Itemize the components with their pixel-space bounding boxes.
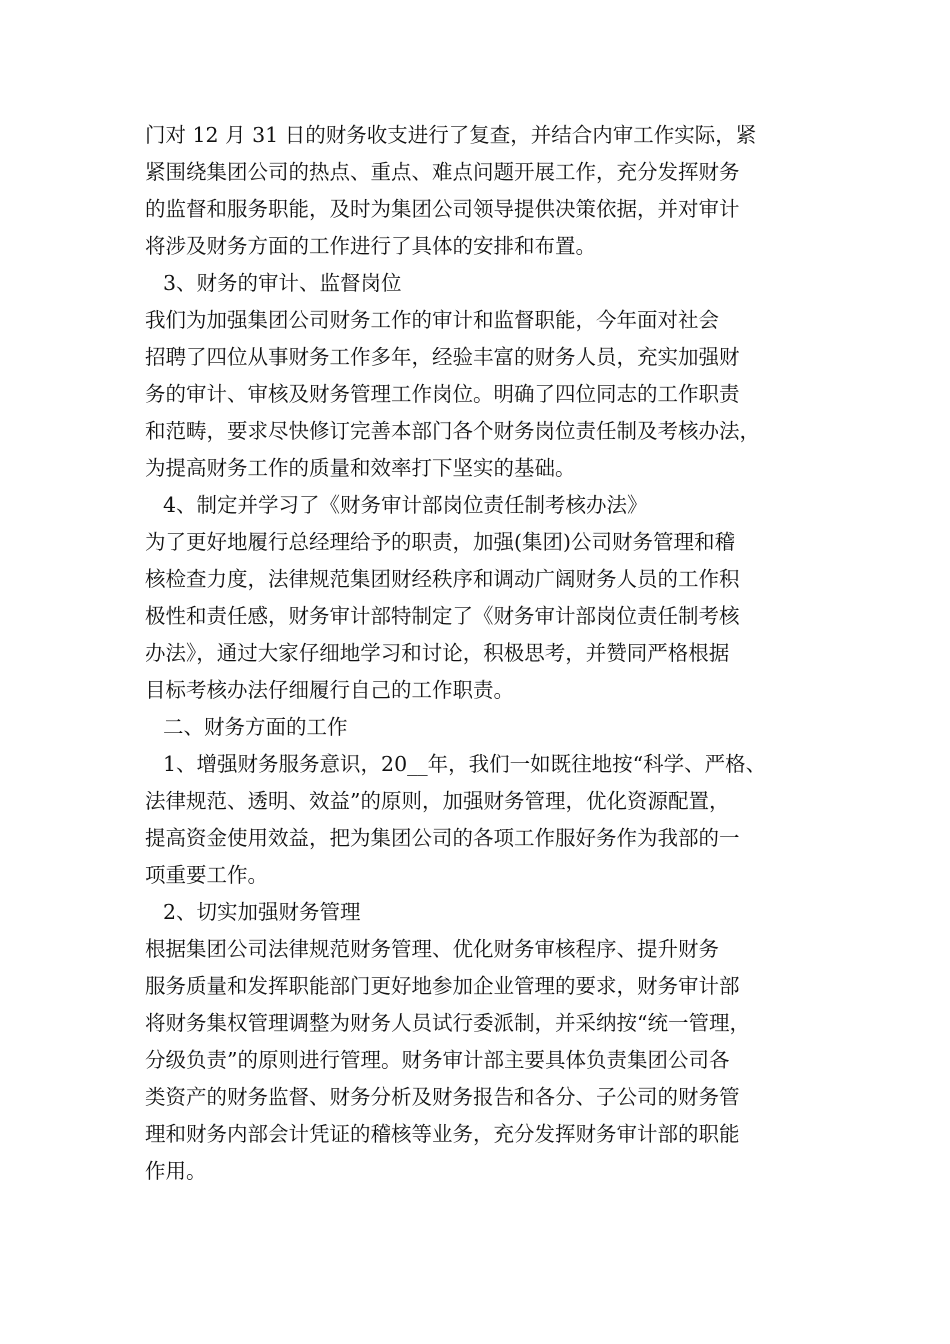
section-heading: 3、财务的审计、监督岗位 [163,271,402,295]
body-text-line: 将涉及财务方面的工作进行了具体的安排和布置。 [145,234,596,258]
body-text-line: 根据集团公司法律规范财务管理、优化财务审核程序、提升财务 [145,937,719,961]
section-heading: 2、切实加强财务管理 [163,900,361,924]
body-text-line: 目标考核办法仔细履行自己的工作职责。 [145,678,514,702]
body-text-line: 理和财务内部会计凭证的稽核等业务，充分发挥财务审计部的职能 [145,1122,740,1146]
body-text-line: 类资产的财务监督、财务分析及财务报告和各分、子公司的财务管 [145,1085,740,1109]
body-text-line: 分级负责”的原则进行管理。财务审计部主要具体负责集团公司各 [145,1048,730,1072]
body-text-line: 提高资金使用效益，把为集团公司的各项工作服好务作为我部的一 [145,826,740,850]
body-text-line: 紧围绕集团公司的热点、重点、难点问题开展工作，充分发挥财务 [145,160,740,184]
body-text-line: 作用。 [145,1159,207,1183]
body-text-line: 1、增强财务服务意识，20__年，我们一如既往地按“科学、严格、 [163,752,767,776]
body-text-line: 为了更好地履行总经理给予的职责，加强(集团)公司财务管理和稽 [145,530,735,554]
body-text-line: 项重要工作。 [145,863,268,887]
body-text-line: 办法》，通过大家仔细地学习和讨论，积极思考，并赞同严格根据 [145,641,730,665]
body-text-line: 将财务集权管理调整为财务人员试行委派制，并采纳按“统一管理， [145,1011,750,1035]
body-text-line: 法律规范、透明、效益”的原则，加强财务管理，优化资源配置， [145,789,730,813]
body-text-line: 极性和责任感，财务审计部特制定了《财务审计部岗位责任制考核 [145,604,740,628]
body-text-line: 务的审计、审核及财务管理工作岗位。明确了四位同志的工作职责 [145,382,740,406]
body-text-line: 我们为加强集团公司财务工作的审计和监督职能，今年面对社会 [145,308,719,332]
body-text-line: 核检查力度，法律规范集团财经秩序和调动广阔财务人员的工作积 [145,567,740,591]
body-text-line: 的监督和服务职能，及时为集团公司领导提供决策依据，并对审计 [145,197,740,221]
body-text-line: 招聘了四位从事财务工作多年，经验丰富的财务人员，充实加强财 [145,345,740,369]
section-heading: 4、制定并学习了《财务审计部岗位责任制考核办法》 [163,493,648,517]
body-text-line: 门对 12 月 31 日的财务收支进行了复查，并结合内审工作实际，紧 [145,123,757,147]
body-text-line: 服务质量和发挥职能部门更好地参加企业管理的要求，财务审计部 [145,974,740,998]
body-text-line: 为提高财务工作的质量和效率打下坚实的基础。 [145,456,576,480]
body-text-line: 和范畴，要求尽快修订完善本部门各个财务岗位责任制及考核办法， [145,419,760,443]
section-heading: 二、财务方面的工作 [163,715,348,739]
